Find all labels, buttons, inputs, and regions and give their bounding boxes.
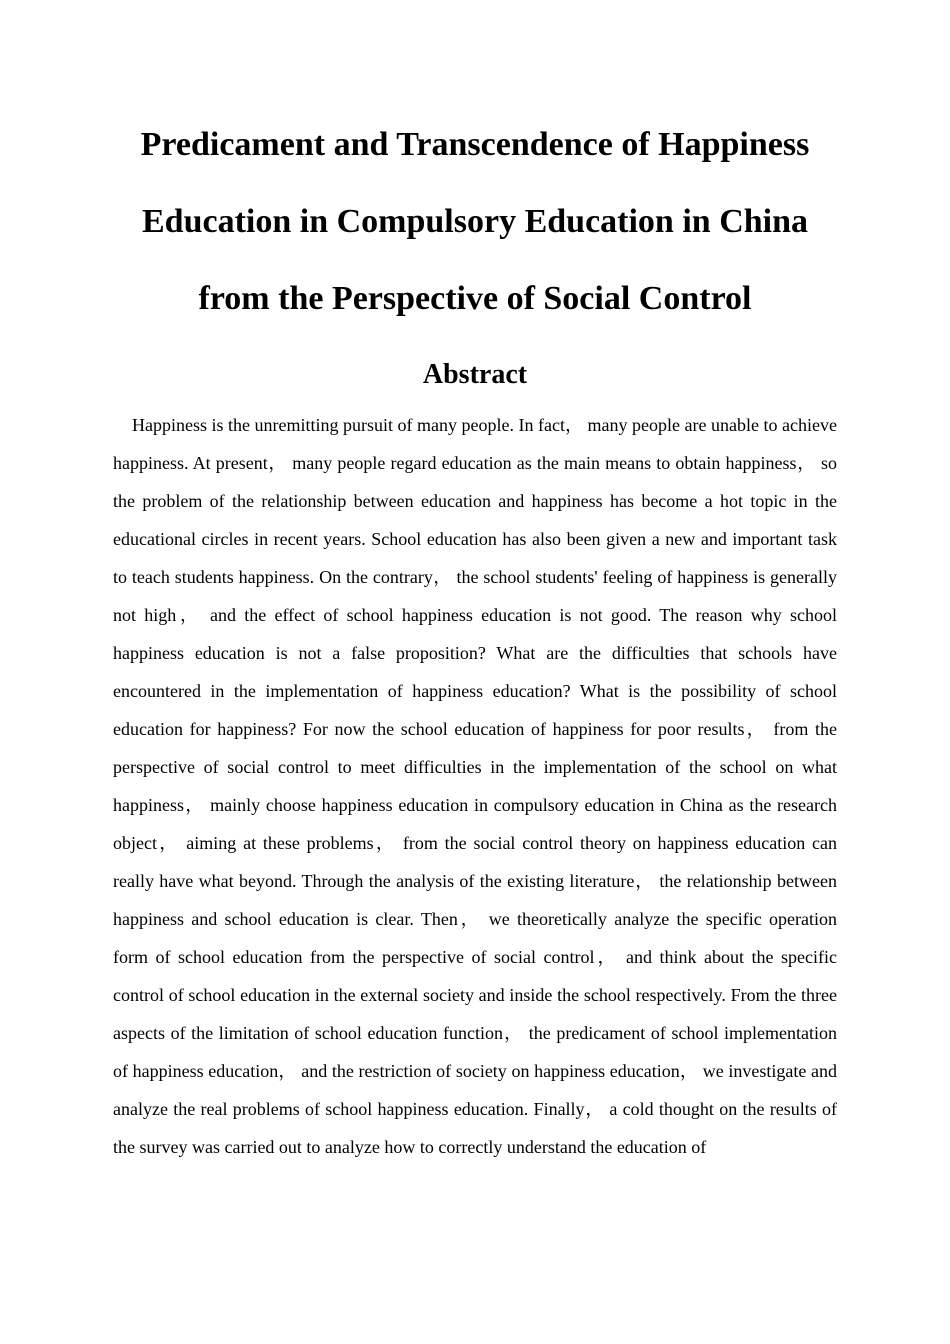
abstract-paragraph: Happiness is the unremitting pursuit of many people. In fact， many people are unable to achieve happiness. At present， many people regard education as the main means to obtain happiness， so the problem of the relationship between education and happiness has become a hot topic in the educational circles in recent years. School education has also been given a new and important task to teach students happiness. On the contrary， the school students' feeling of happiness is generally not high， and the effect of school happiness education is not good. The reason why school happiness education is not a false proposition? What are the difficulties that schools have encountered in the implementation of happiness education? What is the possibility of school education for happiness? For now the school education of happiness for poor results， from the perspective of social control to meet difficulties in the implementation of the school on what happiness， mainly choose happiness education in compulsory education in China as the research object， aiming at these problems， from the social control theory on happiness education can really have what beyond. Through the analysis of the existing literature， the relationship between happiness and school education is clear. Then， we theoretically analyze the specific operation form of school education from the perspective of social control， and think about the specific control of school education in the external society and inside the school respectively. From the three aspects of the limitation of school education function， the predicament of school implementation of happiness education， and the restriction of society on happiness education， we investigate and analyze the real problems of school happiness education. Finally， a cold thought on the results of the survey was carried out to analyze how to correctly understand the education of xyxy=(113,415,837,1157)
title-line-1: Predicament and Transcendence of Happiness xyxy=(140,126,810,163)
title-line-3: from the Perspective of Social Control xyxy=(198,280,752,317)
title-line-2: Education in Compulsory Education in China xyxy=(141,203,809,240)
paper-title xyxy=(100,106,850,337)
abstract-heading: Abstract xyxy=(422,359,528,390)
